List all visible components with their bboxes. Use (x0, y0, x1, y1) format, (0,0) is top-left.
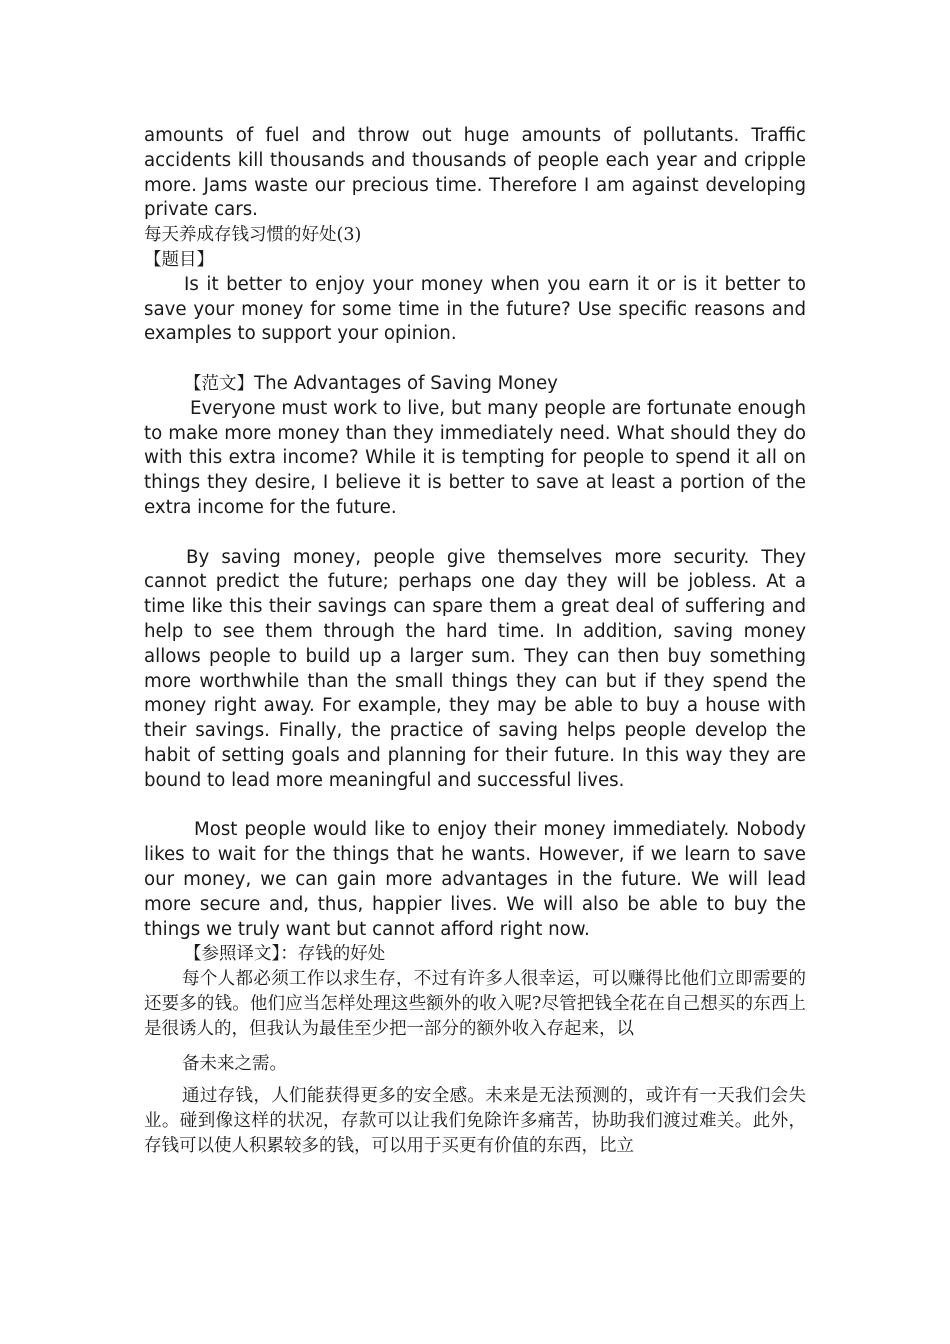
sample-title: The Advantages of Saving Money (254, 372, 558, 394)
essay-paragraph-2: By saving money, people give themselves more security. They cannot predict the future; perhaps one day they will be jobless. At a time like this their savings can spare them a great deal of suffering and help to see them through the hard time. In addition, saving money allows people to build up a larger sum. They can then buy something more worthwhile than the small things they can but if they spend the money right away. For example, they may be able to buy a house with their savings. Finally, the practice of saving helps people develop the habit of setting goals and planning for their future. In this way they are bound to lead more meaningful and successful lives. (144, 546, 806, 791)
sample-title-line (144, 372, 806, 397)
translation-paragraph-1-main: 每个人都必须工作以求生存，不过有许多人很幸运，可以赚得比他们立即需要的还要多的钱。他们应当怎样处理这些额外的收入呢?尽管把钱全花在自己想买的东西上是很诱人的，但我认为最佳至少把一部分的额外收入存起来，以 (144, 969, 806, 1040)
translation-paragraph-2: 通过存钱，人们能获得更多的安全感。未来是无法预测的，或许有一天我们会失业。碰到像这样的状况，存款可以让我们免除许多痛苦，协助我们渡过难关。此外，存钱可以使人积累较多的钱，可以用于买更有价值的东西，比立 (144, 1086, 806, 1157)
spacer (144, 521, 806, 546)
translation-paragraph-1 (144, 967, 806, 1077)
section-heading: 每天养成存钱习惯的好处(3) (144, 225, 362, 246)
spacer (144, 794, 806, 819)
essay-paragraph-1: Everyone must work to live, but many people are fortunate enough to make more money than they immediately need. What should they do with this extra income? While it is tempting for people to spend it all on things they desire, I believe it is better to save at least a portion of the extra income for the future. (144, 397, 806, 518)
intro-paragraph: amounts of fuel and throw out huge amounts of pollutants. Traffic accidents kill thousands and thousands of people each year and cripple more. Jams waste our precious time. Therefore I am against developing private cars. (144, 125, 806, 221)
translation-label: 【参照译文】：存钱的好处 (184, 944, 386, 965)
translation-paragraph-1-end: 备未来之需。 (182, 1054, 287, 1075)
essay-paragraph-3: Most people would like to enjoy their money immediately. Nobody likes to wait for the things that he wants. However, if we learn to save our money, we can gain more advantages in the future. We will lead more secure and, thus, happier lives. We will also be able to buy the things we truly want but cannot afford right now. (144, 819, 806, 940)
document-page (144, 124, 806, 1159)
topic-label: 【题目】 (144, 249, 214, 270)
topic-text: Is it better to enjoy your money when you earn it or is it better to save your money for some time in the future? Use specific reasons and examples to support your opinion. (144, 273, 806, 345)
spacer (144, 347, 806, 372)
sample-label: 【范文】 (184, 373, 254, 394)
